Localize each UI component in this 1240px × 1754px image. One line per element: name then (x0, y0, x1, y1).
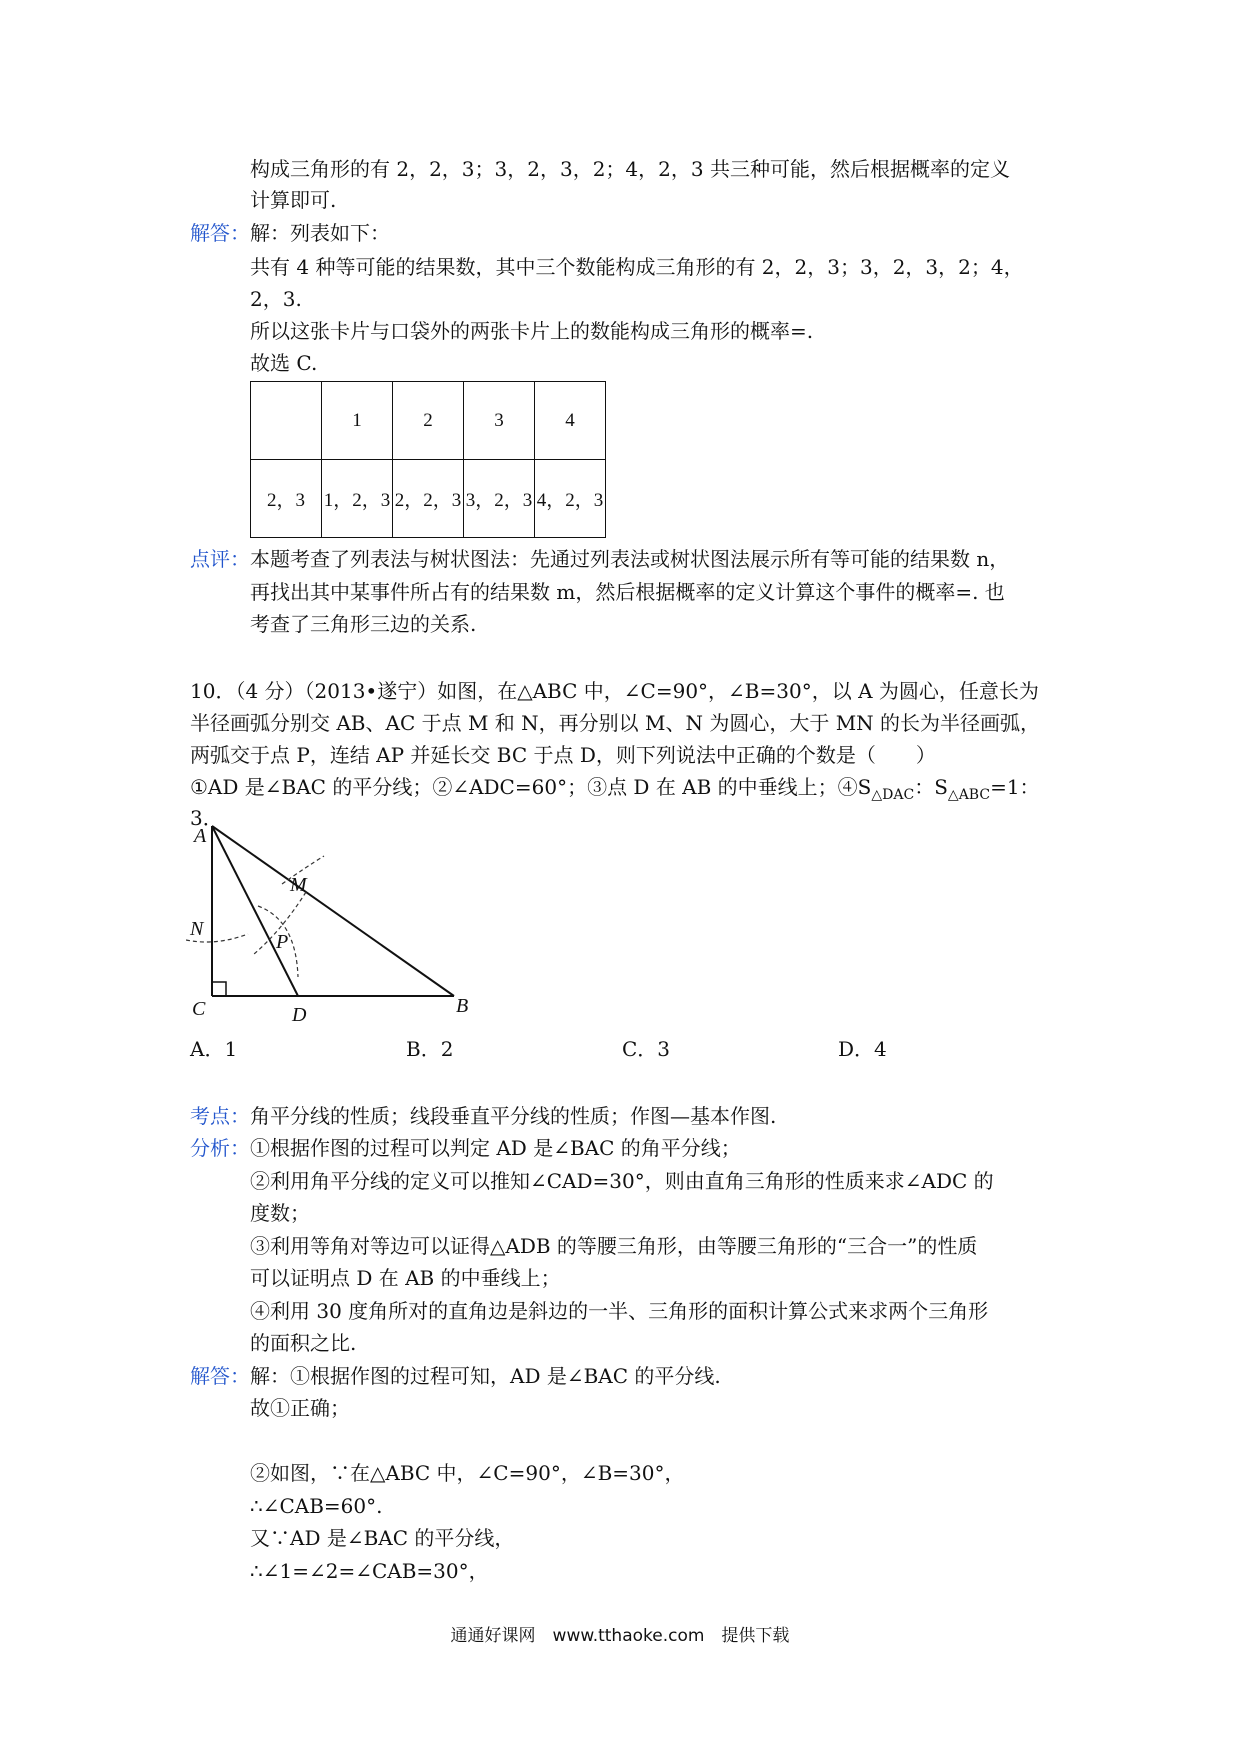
table-cell (251, 382, 322, 460)
answer-line: ∴∠1=∠2=∠CAB=30°， (250, 1559, 489, 1583)
point-label: 考点： (190, 1104, 250, 1128)
answer-line: 解：列表如下： (250, 221, 390, 245)
question-stem-line: 两弧交于点 P，连结 AP 并延长交 BC 于点 D，则下列说法中正确的个数是（ ） (190, 743, 936, 767)
table-cell: 3 (464, 382, 535, 460)
table-cell: 2，2，3 (393, 460, 464, 538)
answer-line: 故①正确； (250, 1396, 350, 1420)
question-stem-line: 半径画弧分别交 AB、AC 于点 M 和 N，再分别以 M、N 为圆心，大于 MN 的长为半径画弧， (190, 711, 1041, 735)
statements-colon: ：S (914, 775, 948, 799)
subscript-dac: △DAC (871, 787, 915, 803)
analysis-continuation-line: 计算即可. (250, 188, 337, 212)
option-a: A．1 (190, 1037, 238, 1061)
label-d: D (292, 1004, 307, 1022)
answer-line: 解：①根据作图的过程可知，AD 是∠BAC 的平分线. (250, 1364, 721, 1388)
analysis-line: 的面积之比. (250, 1331, 357, 1355)
table-row (251, 382, 606, 460)
table-cell: 1 (322, 382, 393, 460)
analysis-line: ③利用等角对等边可以证得△ADB 的等腰三角形，由等腰三角形的“三合一”的性质 (250, 1234, 978, 1258)
label-m: M (290, 874, 307, 896)
label-p: P (276, 931, 289, 953)
comment-label: 点评： (190, 547, 250, 571)
analysis-continuation-line: 构成三角形的有 2，2，3；3，2，3，2；4，2，3 共三种可能，然后根据概率的定义 (250, 157, 1010, 181)
analysis-line: 度数； (250, 1201, 310, 1225)
table-cell: 4 (535, 382, 606, 460)
statements-tail: =1： (990, 775, 1040, 799)
table-cell: 2，3 (251, 460, 322, 538)
right-angle-mark (212, 982, 226, 996)
label-b: B (456, 995, 469, 1017)
analysis-line: ②利用角平分线的定义可以推知∠CAD=30°，则由直角三角形的性质来求∠ADC 的 (250, 1169, 994, 1193)
question-stem-line: 10．（4 分）（2013•遂宁）如图，在△ABC 中，∠C=90°，∠B=30°，以 A 为圆心，任意长为 (190, 679, 1039, 703)
answer-line: 2，3. (250, 287, 302, 311)
table-cell: 2 (393, 382, 464, 460)
option-c: C．3 (622, 1037, 671, 1061)
answer-line: 又∵AD 是∠BAC 的平分线， (250, 1526, 515, 1550)
analysis-line: 可以证明点 D 在 AB 的中垂线上； (250, 1266, 561, 1290)
label-n: N (190, 918, 204, 940)
label-c: C (192, 998, 206, 1020)
page-footer: 通通好课网 www.tthaoke.com 提供下载 (450, 1626, 790, 1646)
answer-line: 所以这张卡片与口袋外的两张卡片上的数能构成三角形的概率=. (250, 319, 814, 343)
answer-line: 故选 C. (250, 351, 318, 375)
segment-ab (212, 826, 454, 996)
statements-line (190, 772, 1040, 810)
table-cell: 1，2，3 (322, 460, 393, 538)
analysis-label: 分析： (190, 1136, 250, 1160)
comment-line: 考查了三角形三边的关系. (250, 612, 477, 636)
answer-line: 共有 4 种等可能的结果数，其中三个数能构成三角形的有 2，2，3；3，2，3，2；4， (250, 255, 1024, 279)
table-cell: 4，2，3 (535, 460, 606, 538)
label-a: A (194, 825, 207, 847)
option-b: B．2 (406, 1037, 454, 1061)
answer-line: ②如图，∵在△ABC 中，∠C=90°，∠B=30°， (250, 1461, 685, 1485)
triangle-figure (186, 822, 486, 1022)
answer-line: ∴∠CAB=60°. (250, 1494, 383, 1518)
outcome-table (250, 381, 606, 538)
table-cell: 3，2，3 (464, 460, 535, 538)
subscript-abc: △ABC (947, 787, 991, 803)
statements-text: ①AD 是∠BAC 的平分线；②∠ADC=60°；③点 D 在 AB 的中垂线上；④S (190, 775, 872, 799)
answer-label: 解答： (190, 221, 250, 245)
answer-label: 解答： (190, 1364, 250, 1388)
point-text: 角平分线的性质；线段垂直平分线的性质；作图—基本作图. (250, 1104, 777, 1128)
statements-line: 3． (190, 806, 223, 830)
segment-ad (212, 826, 298, 996)
comment-line: 本题考查了列表法与树状图法：先通过列表法或树状图法展示所有等可能的结果数 n， (250, 547, 1010, 571)
comment-line: 再找出其中某事件所占有的结果数 m，然后根据概率的定义计算这个事件的概率=. 也 (250, 580, 1005, 604)
analysis-line: ④利用 30 度角所对的直角边是斜边的一半、三角形的面积计算公式来求两个三角形 (250, 1299, 989, 1323)
option-d: D．4 (838, 1037, 887, 1061)
analysis-line: ①根据作图的过程可以判定 AD 是∠BAC 的角平分线； (250, 1136, 741, 1160)
table-row (251, 460, 606, 538)
